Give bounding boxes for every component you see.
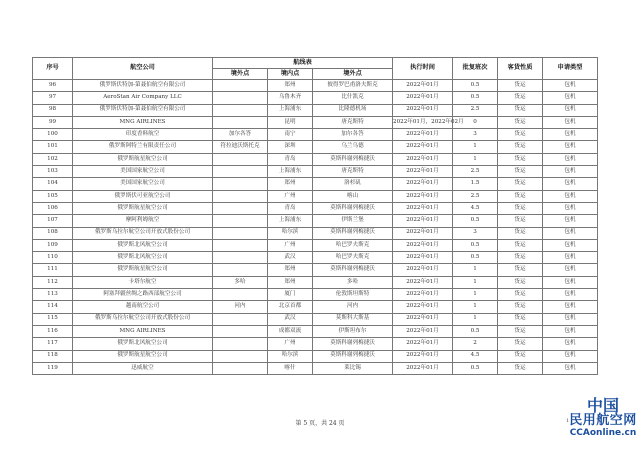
cell-domestic: 南宁 <box>268 129 313 141</box>
cell-abroad-origin <box>213 325 268 337</box>
cell-frequency: 1 <box>453 276 498 288</box>
cell-apply-type: 包机 <box>543 141 598 153</box>
cell-abroad-destination: 唐克斯特 <box>313 166 393 178</box>
table-row <box>33 338 598 350</box>
cell-exec-time: 2022年01月 <box>393 153 453 165</box>
cell-seq: 107 <box>33 215 73 227</box>
table-row <box>33 166 598 178</box>
cell-exec-time: 2022年01月 <box>393 239 453 251</box>
header-domestic: 境内点 <box>268 69 313 80</box>
cell-seq: 112 <box>33 276 73 288</box>
cell-seq: 101 <box>33 141 73 153</box>
table-row <box>33 289 598 301</box>
cell-apply-type: 包机 <box>543 80 598 92</box>
cell-frequency: 4.5 <box>453 350 498 362</box>
cell-cargo-type: 货运 <box>498 92 543 104</box>
cell-abroad-origin <box>213 289 268 301</box>
cell-abroad-destination: 彼得罗巴甫洛夫斯克 <box>313 80 393 92</box>
cell-apply-type: 包机 <box>543 276 598 288</box>
table-row <box>33 301 598 313</box>
cell-cargo-type: 货运 <box>498 116 543 128</box>
cell-exec-time: 2022年01月 <box>393 215 453 227</box>
table-row <box>33 252 598 264</box>
cell-exec-time: 2022年01月 <box>393 264 453 276</box>
cell-abroad-destination: 莫斯科谢列梅捷沃 <box>313 202 393 214</box>
right-page-number: 1 <box>566 418 570 424</box>
watermark-line3: CCAonline.cn <box>569 428 637 438</box>
header-cargo-type: 客货性质 <box>498 58 543 80</box>
cell-seq: 114 <box>33 301 73 313</box>
table-row <box>33 239 598 251</box>
table-row <box>33 178 598 190</box>
cell-apply-type: 包机 <box>543 264 598 276</box>
cell-cargo-type: 货运 <box>498 362 543 374</box>
cell-cargo-type: 货运 <box>498 166 543 178</box>
cell-domestic: 乌鲁木齐 <box>268 92 313 104</box>
cell-abroad-destination: 哈巴罗夫斯克 <box>313 239 393 251</box>
cell-frequency: 1 <box>453 264 498 276</box>
cell-frequency: 1 <box>453 153 498 165</box>
cell-cargo-type: 货运 <box>498 338 543 350</box>
cell-cargo-type: 货运 <box>498 301 543 313</box>
cell-exec-time: 2022年01月 <box>393 338 453 350</box>
cell-apply-type: 包机 <box>543 166 598 178</box>
cell-abroad-origin <box>213 153 268 165</box>
cell-domestic: 哈尔滨 <box>268 227 313 239</box>
cell-exec-time: 2022年01月 <box>393 129 453 141</box>
table-row <box>33 227 598 239</box>
cell-frequency: 4.5 <box>453 202 498 214</box>
cell-abroad-destination: 伊斯坦布尔 <box>313 325 393 337</box>
cell-domestic: 上海浦东 <box>268 166 313 178</box>
cell-apply-type: 包机 <box>543 325 598 337</box>
cell-seq: 117 <box>33 338 73 350</box>
cell-cargo-type: 货运 <box>498 80 543 92</box>
cell-cargo-type: 货运 <box>498 252 543 264</box>
cell-abroad-origin <box>213 338 268 350</box>
cell-apply-type: 包机 <box>543 239 598 251</box>
table-header-row <box>33 58 598 69</box>
cell-frequency: 0.5 <box>453 92 498 104</box>
cell-abroad-destination: 唐克斯特 <box>313 116 393 128</box>
cell-exec-time: 2022年01月 <box>393 190 453 202</box>
cell-seq: 115 <box>33 313 73 325</box>
cell-abroad-destination: 莫斯科大斯基 <box>313 313 393 325</box>
cell-domestic: 郑州 <box>268 276 313 288</box>
cell-seq: 97 <box>33 92 73 104</box>
cell-abroad-origin <box>213 227 268 239</box>
cell-exec-time: 2022年01月 <box>393 166 453 178</box>
table-row <box>33 202 598 214</box>
cell-apply-type: 包机 <box>543 362 598 374</box>
cell-abroad-origin <box>213 239 268 251</box>
cell-apply-type: 包机 <box>543 202 598 214</box>
cell-abroad-origin: 加尔各答 <box>213 129 268 141</box>
table-row <box>33 92 598 104</box>
cell-frequency: 1 <box>453 301 498 313</box>
cell-airline: MNG AIRLINES <box>73 116 213 128</box>
table-row <box>33 362 598 374</box>
cell-exec-time: 2022年01月 <box>393 362 453 374</box>
cell-airline: 俄罗斯航星航空公司 <box>73 350 213 362</box>
cell-airline: 俄罗斯航星航空公司 <box>73 202 213 214</box>
table-row <box>33 325 598 337</box>
cell-abroad-destination: 莫斯科谢列梅捷沃 <box>313 153 393 165</box>
cell-abroad-origin: 河内 <box>213 301 268 313</box>
cell-abroad-destination: 加尔各答 <box>313 129 393 141</box>
cell-airline: 美国国家航空公司 <box>73 166 213 178</box>
cell-frequency: 2.5 <box>453 190 498 202</box>
header-abroad-destination: 境外点 <box>313 69 393 80</box>
cell-frequency: 2.5 <box>453 166 498 178</box>
cell-cargo-type: 货运 <box>498 190 543 202</box>
cell-frequency: 0 <box>453 116 498 128</box>
cell-domestic: 郑州 <box>268 80 313 92</box>
cell-frequency: 0.5 <box>453 252 498 264</box>
cell-abroad-origin <box>213 104 268 116</box>
cell-frequency: 2.5 <box>453 104 498 116</box>
cell-cargo-type: 货运 <box>498 239 543 251</box>
cell-abroad-origin <box>213 178 268 190</box>
table-row <box>33 129 598 141</box>
cell-airline: 俄罗斯北风航空公司 <box>73 252 213 264</box>
header-exec-time: 执行时间 <box>393 58 453 80</box>
watermark-line2: 民用航空网 <box>569 413 637 428</box>
cell-exec-time: 2022年01月 <box>393 202 453 214</box>
cell-apply-type: 包机 <box>543 104 598 116</box>
cell-domestic: 郑州 <box>268 264 313 276</box>
cell-frequency: 0.5 <box>453 362 498 374</box>
cell-frequency: 1.5 <box>453 178 498 190</box>
cell-apply-type: 包机 <box>543 252 598 264</box>
header-route: 航线表 <box>213 58 393 69</box>
cell-abroad-origin <box>213 215 268 227</box>
cell-abroad-destination: 河内 <box>313 301 393 313</box>
header-abroad-origin: 境外点 <box>213 69 268 80</box>
table-row <box>33 141 598 153</box>
cell-seq: 96 <box>33 80 73 92</box>
cell-abroad-destination: 多哈 <box>313 276 393 288</box>
cell-abroad-destination: 莫斯科谢列梅捷沃 <box>313 338 393 350</box>
page-footer: 第 5 页，共 24 页 <box>295 420 345 427</box>
cell-abroad-destination: 莫斯科谢列梅捷沃 <box>313 227 393 239</box>
cell-seq: 116 <box>33 325 73 337</box>
cell-airline: 卡塔尔航空 <box>73 276 213 288</box>
cell-abroad-destination: 哈巴罗夫斯克 <box>313 252 393 264</box>
cell-airline: 俄罗斯阿特兰有限责任公司 <box>73 141 213 153</box>
cell-frequency: 1 <box>453 289 498 301</box>
watermark-line1: 中国 <box>586 396 619 415</box>
cell-airline: 美国国家航空公司 <box>73 178 213 190</box>
route-approval-table <box>32 57 598 375</box>
cell-cargo-type: 货运 <box>498 178 543 190</box>
cell-exec-time: 2022年01月 <box>393 289 453 301</box>
cell-cargo-type: 货运 <box>498 289 543 301</box>
cell-seq: 111 <box>33 264 73 276</box>
cell-domestic: 北京首都 <box>268 301 313 313</box>
cell-exec-time: 2022年01月 <box>393 141 453 153</box>
cell-domestic: 武汉 <box>268 313 313 325</box>
cell-airline: 迅威航空 <box>73 362 213 374</box>
cell-abroad-origin <box>213 116 268 128</box>
cell-apply-type: 包机 <box>543 215 598 227</box>
cell-abroad-destination: 伦敦斯坦斯特 <box>313 289 393 301</box>
cell-abroad-origin: 符拉迪沃斯托克 <box>213 141 268 153</box>
cell-seq: 108 <box>33 227 73 239</box>
ccaonline-watermark <box>568 398 638 438</box>
cell-domestic: 深圳 <box>268 141 313 153</box>
cell-airline: 越南航空公司 <box>73 301 213 313</box>
cell-seq: 118 <box>33 350 73 362</box>
table-row <box>33 80 598 92</box>
cell-exec-time: 2022年01月 <box>393 227 453 239</box>
table-body <box>33 80 598 375</box>
cell-airline: 俄罗斯北风航空公司 <box>73 338 213 350</box>
cell-cargo-type: 货运 <box>498 313 543 325</box>
cell-cargo-type: 货运 <box>498 227 543 239</box>
cell-abroad-origin <box>213 202 268 214</box>
cell-cargo-type: 货运 <box>498 350 543 362</box>
table-row <box>33 190 598 202</box>
table-row <box>33 350 598 362</box>
cell-frequency: 2 <box>453 338 498 350</box>
cell-abroad-destination: 莫斯科谢列梅捷沃 <box>313 350 393 362</box>
cell-abroad-origin <box>213 350 268 362</box>
cell-abroad-destination: 莱比锡 <box>313 362 393 374</box>
cell-abroad-destination: 洛杉矶 <box>313 178 393 190</box>
cell-apply-type: 包机 <box>543 227 598 239</box>
cell-seq: 113 <box>33 289 73 301</box>
cell-apply-type: 包机 <box>543 190 598 202</box>
header-seq: 序号 <box>33 58 73 80</box>
cell-domestic: 上海浦东 <box>268 104 313 116</box>
cell-abroad-origin <box>213 313 268 325</box>
cell-airline: MNG AIRLINES <box>73 325 213 337</box>
cell-domestic: 喀什 <box>268 362 313 374</box>
cell-seq: 109 <box>33 239 73 251</box>
cell-seq: 104 <box>33 178 73 190</box>
header-frequency: 批复班次 <box>453 58 498 80</box>
cell-exec-time: 2022年01月 <box>393 350 453 362</box>
cell-apply-type: 包机 <box>543 301 598 313</box>
cell-seq: 102 <box>33 153 73 165</box>
table-row <box>33 276 598 288</box>
cell-cargo-type: 货运 <box>498 141 543 153</box>
cell-cargo-type: 货运 <box>498 202 543 214</box>
cell-abroad-destination: 伊斯兰堡 <box>313 215 393 227</box>
cell-abroad-destination: 莫斯科谢列梅捷沃 <box>313 264 393 276</box>
cell-exec-time: 2022年01月 <box>393 92 453 104</box>
cell-abroad-origin <box>213 252 268 264</box>
cell-apply-type: 包机 <box>543 178 598 190</box>
cell-frequency: 3 <box>453 227 498 239</box>
cell-apply-type: 包机 <box>543 116 598 128</box>
cell-cargo-type: 货运 <box>498 276 543 288</box>
cell-cargo-type: 货运 <box>498 104 543 116</box>
cell-apply-type: 包机 <box>543 92 598 104</box>
cell-abroad-origin <box>213 92 268 104</box>
cell-seq: 99 <box>33 116 73 128</box>
table-row <box>33 104 598 116</box>
cell-airline: AeroStan Air Company LLC <box>73 92 213 104</box>
cell-domestic: 广州 <box>268 338 313 350</box>
cell-airline: 俄罗斯航星航空公司 <box>73 153 213 165</box>
cell-exec-time: 2022年01月 <box>393 252 453 264</box>
cell-abroad-origin <box>213 80 268 92</box>
cell-domestic: 上海浦东 <box>268 215 313 227</box>
cell-cargo-type: 货运 <box>498 215 543 227</box>
cell-abroad-destination: 比什凯克 <box>313 92 393 104</box>
cell-apply-type: 包机 <box>543 129 598 141</box>
cell-airline: 俄罗斯伏可亚航空公司 <box>73 190 213 202</box>
header-airline: 航空公司 <box>73 58 213 80</box>
cell-seq: 100 <box>33 129 73 141</box>
cell-domestic: 郑州 <box>268 178 313 190</box>
cell-seq: 103 <box>33 166 73 178</box>
cell-abroad-origin: 多哈 <box>213 276 268 288</box>
cell-abroad-destination: 喀山 <box>313 190 393 202</box>
cell-seq: 106 <box>33 202 73 214</box>
cell-domestic: 武汉 <box>268 252 313 264</box>
cell-seq: 98 <box>33 104 73 116</box>
cell-cargo-type: 货运 <box>498 264 543 276</box>
cell-exec-time: 2022年01月 <box>393 178 453 190</box>
cell-abroad-origin <box>213 264 268 276</box>
cell-abroad-origin <box>213 362 268 374</box>
cell-domestic: 成都双流 <box>268 325 313 337</box>
cell-frequency: 0.5 <box>453 239 498 251</box>
cell-apply-type: 包机 <box>543 313 598 325</box>
cell-frequency: 3 <box>453 129 498 141</box>
cell-airline: 俄罗斯乌拉尔航空公司开放式股份公司 <box>73 313 213 325</box>
cell-seq: 110 <box>33 252 73 264</box>
cell-airline: 摩阿利姆航空 <box>73 215 213 227</box>
cell-airline: 俄罗斯乌拉尔航空公司开放式股份公司 <box>73 227 213 239</box>
cell-exec-time: 2022年01月 <box>393 313 453 325</box>
cell-domestic: 哈尔滨 <box>268 350 313 362</box>
cell-domestic: 青岛 <box>268 153 313 165</box>
cell-seq: 119 <box>33 362 73 374</box>
cell-apply-type: 包机 <box>543 289 598 301</box>
cell-airline: 俄罗斯航星航空公司 <box>73 264 213 276</box>
cell-abroad-origin <box>213 190 268 202</box>
cell-domestic: 昆明 <box>268 116 313 128</box>
cell-apply-type: 包机 <box>543 350 598 362</box>
cell-airline: 印度香料航空 <box>73 129 213 141</box>
cell-exec-time: 2022年01月 <box>393 104 453 116</box>
cell-frequency: 0.5 <box>453 215 498 227</box>
cell-abroad-destination: 比隆德机场 <box>313 104 393 116</box>
cell-domestic: 青岛 <box>268 202 313 214</box>
cell-seq: 105 <box>33 190 73 202</box>
table-row <box>33 116 598 128</box>
cell-exec-time: 2022年01月 <box>393 80 453 92</box>
cell-airline: 俄罗斯伏特加-第聂伯航空有限公司 <box>73 104 213 116</box>
table-row <box>33 264 598 276</box>
cell-domestic: 厦门 <box>268 289 313 301</box>
cell-cargo-type: 货运 <box>498 325 543 337</box>
cell-frequency: 0.5 <box>453 80 498 92</box>
cell-exec-time: 2022年01月 <box>393 301 453 313</box>
cell-airline: 俄罗斯北风航空公司 <box>73 239 213 251</box>
cell-cargo-type: 货运 <box>498 153 543 165</box>
cell-frequency: 1 <box>453 141 498 153</box>
cell-exec-time: 2022年01月，2022年02月 <box>393 116 453 128</box>
cell-apply-type: 包机 <box>543 153 598 165</box>
cell-apply-type: 包机 <box>543 338 598 350</box>
header-apply-type: 申请类型 <box>543 58 598 80</box>
cell-abroad-origin <box>213 166 268 178</box>
cell-airline: 俄罗斯伏特加-第聂伯航空有限公司 <box>73 80 213 92</box>
cell-frequency: 0.5 <box>453 325 498 337</box>
cell-abroad-destination: 乌兰乌德 <box>313 141 393 153</box>
table-row <box>33 313 598 325</box>
cell-exec-time: 2022年01月 <box>393 276 453 288</box>
cell-airline: 阿塞拜疆丝绸之路西部航空公司 <box>73 289 213 301</box>
cell-cargo-type: 货运 <box>498 129 543 141</box>
cell-domestic: 广州 <box>268 190 313 202</box>
table-row <box>33 153 598 165</box>
cell-domestic: 广州 <box>268 239 313 251</box>
cell-exec-time: 2022年01月 <box>393 325 453 337</box>
cell-frequency: 1 <box>453 313 498 325</box>
table-row <box>33 215 598 227</box>
